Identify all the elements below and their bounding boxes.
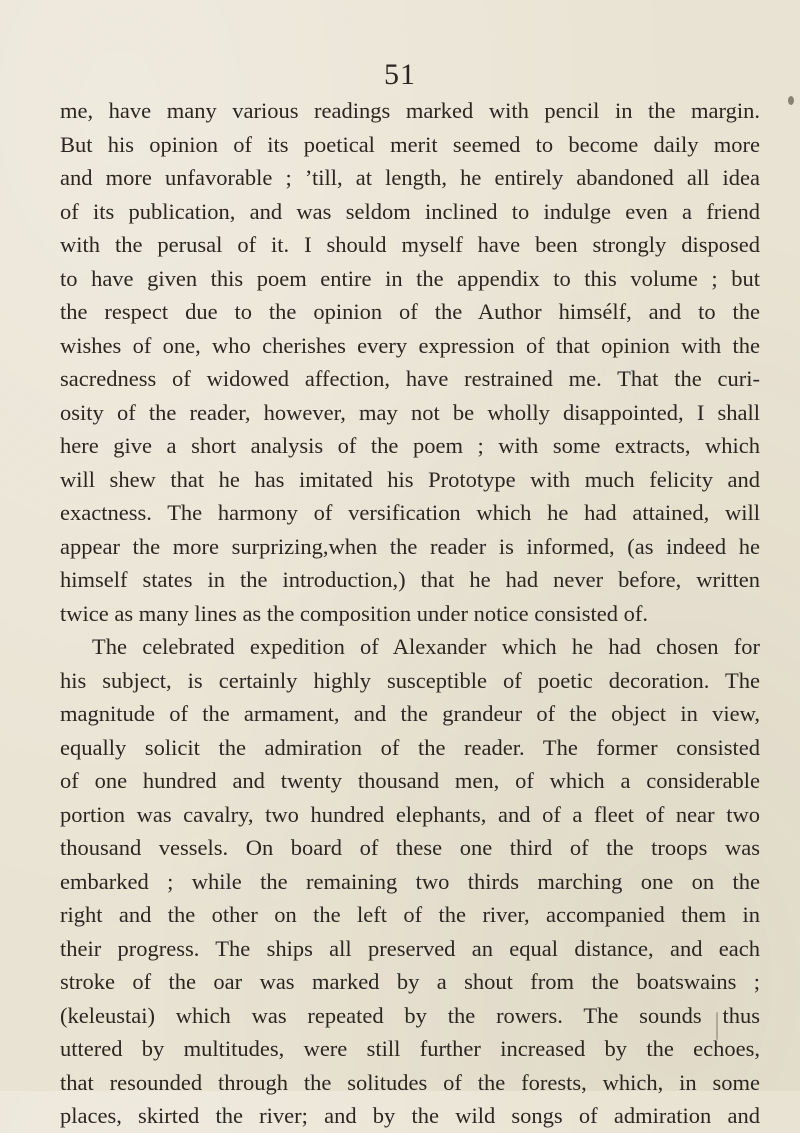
text-line: will shew that he has imitated his Prototype with much felicity and bbox=[60, 466, 760, 492]
text-line: wishes of one, who cherishes every expression of that opinion with the bbox=[60, 332, 760, 358]
text-line: osity of the reader, however, may not be wholly disappointed, I shall bbox=[60, 399, 760, 425]
paragraph-end-line: twice as many lines as the composition under notice consisted of. bbox=[60, 600, 648, 626]
text-line: himself states in the introduction,) that he had never before, written bbox=[60, 567, 760, 592]
text-line: of one hundred and twenty thousand men, of which a considerable bbox=[60, 768, 760, 793]
text-line: here give a short analysis of the poem ; with some extracts, which bbox=[60, 433, 760, 458]
text-line: places, skirted the river; and by the wild songs of admiration and bbox=[60, 1103, 760, 1128]
text-line: to have given this poem entire in the appendix to this volume ; but bbox=[60, 265, 760, 291]
text-line: with the perusal of it. I should myself have been strongly disposed bbox=[60, 232, 760, 257]
text-line: that resounded through the solitudes of the forests, which, in some bbox=[60, 1069, 760, 1095]
text-line: and more unfavorable ; ’till, at length, he entirely abandoned all idea bbox=[60, 165, 760, 190]
text-line: embarked ; while the remaining two thirds marching one on the bbox=[60, 868, 760, 894]
paper-speck bbox=[716, 1012, 718, 1040]
text-line: portion was cavalry, two hundred elephants, and of a fleet of near two bbox=[60, 801, 760, 827]
text-line: stroke of the oar was marked by a shout from the boatswains ; bbox=[60, 969, 760, 994]
text-line: thousand vessels. On board of these one third of the troops was bbox=[60, 835, 760, 860]
body-text bbox=[60, 94, 760, 1133]
text-line: the respect due to the opinion of the Author himsélf, and to the bbox=[60, 299, 760, 324]
text-line: But his opinion of its poetical merit seemed to become daily more bbox=[60, 131, 760, 157]
text-line: uttered by multitudes, were still further increased by the echoes, bbox=[60, 1036, 760, 1061]
page-number: 51 bbox=[384, 58, 416, 91]
text-line: appear the more surprizing,when the reader is informed, (as indeed he bbox=[60, 533, 760, 559]
text-line: me, have many various readings marked with pencil in the margin. bbox=[60, 98, 760, 123]
paper-speck bbox=[788, 96, 794, 105]
text-line: their progress. The ships all preserved an equal distance, and each bbox=[60, 935, 760, 961]
text-line: his subject, is certainly highly susceptible of poetic decoration. The bbox=[60, 667, 760, 693]
text-line: right and the other on the left of the river, accompanied them in bbox=[60, 902, 760, 927]
paragraph-start-line: The celebrated expedition of Alexander which he had chosen for bbox=[92, 634, 760, 659]
text-line: of its publication, and was seldom inclined to indulge even a friend bbox=[60, 198, 760, 224]
text-line: exactness. The harmony of versification which he had attained, will bbox=[60, 500, 760, 525]
text-line: (keleustai) which was repeated by the rowers. The sounds thus bbox=[60, 1002, 760, 1028]
text-line: magnitude of the armament, and the grandeur of the object in view, bbox=[60, 701, 760, 726]
text-line: sacredness of widowed affection, have restrained me. That the curi- bbox=[60, 366, 760, 391]
text-line: equally solicit the admiration of the reader. The former consisted bbox=[60, 734, 760, 760]
